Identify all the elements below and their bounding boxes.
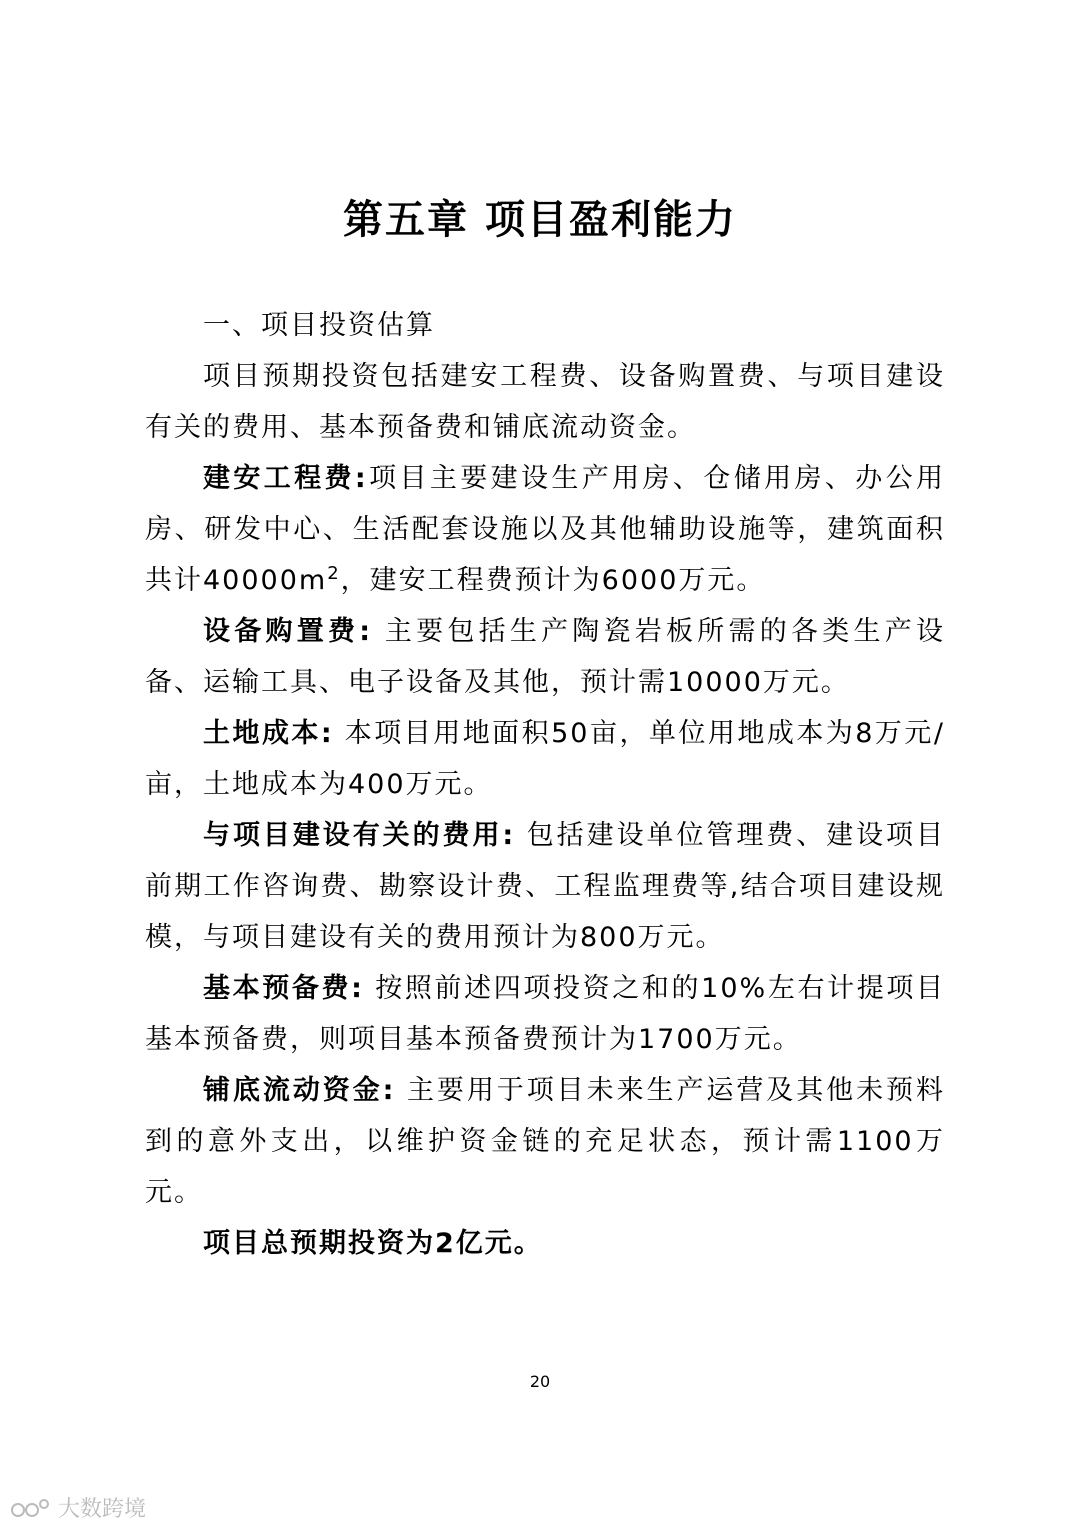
paragraph-equipment-cost bbox=[145, 606, 945, 708]
paragraph-text: 本项目用地面积50亩，单位用地成本为8万元/亩，土地成本为400万元。 bbox=[145, 718, 945, 800]
paragraph-related-fees bbox=[145, 810, 945, 963]
watermark bbox=[10, 1492, 146, 1523]
page-number: 20 bbox=[529, 1372, 551, 1391]
term-label: 建安工程费: bbox=[203, 463, 368, 494]
total-investment: 项目总预期投资为2亿元。 bbox=[203, 1228, 543, 1259]
chapter-title: 第五章 项目盈利能力 bbox=[343, 196, 737, 243]
term-label: 与项目建设有关的费用: bbox=[203, 820, 516, 851]
paragraph-text: 按照前述四项投资之和的10%左右计提项目基本预备费，则项目基本预备费预计为1700万元。 bbox=[145, 973, 945, 1055]
paragraph-text: 主要用于项目未来生产运营及其他未预料到的意外支出，以维护资金链的充足状态，预计需1100万元。 bbox=[145, 1075, 945, 1208]
paragraph-text: 主要包括生产陶瓷岩板所需的各类生产设备、运输工具、电子设备及其他，预计需10000万元。 bbox=[145, 616, 945, 698]
paragraph-working-capital bbox=[145, 1065, 945, 1218]
section-heading: 一、项目投资估算 bbox=[203, 310, 435, 341]
paragraph-text: 包括建设单位管理费、建设项目前期工作咨询费、勘察设计费、工程监理费等,结合项目建设规模，与项目建设有关的费用预计为800万元。 bbox=[145, 820, 945, 953]
paragraph-construction-cost bbox=[145, 453, 945, 606]
term-label: 铺底流动资金: bbox=[203, 1075, 396, 1106]
term-label: 设备购置费: bbox=[203, 616, 373, 647]
logo-icon bbox=[10, 1496, 54, 1520]
term-label: 基本预备费: bbox=[203, 973, 364, 1004]
paragraph-text: ，建安工程费预计为6000万元。 bbox=[340, 565, 766, 596]
paragraph-text: 项目主要建设生产用房、仓储用房、办公用房、研发中心、生活配套设施以及其他辅助设施等，建筑面积共计40000m bbox=[145, 463, 945, 596]
term-label: 土地成本: bbox=[203, 718, 334, 749]
paragraph-reserve-fee bbox=[145, 963, 945, 1065]
watermark-text: 大数跨境 bbox=[58, 1497, 147, 1522]
superscript: 2 bbox=[327, 563, 341, 584]
paragraph-land-cost bbox=[145, 708, 945, 810]
body-content bbox=[145, 300, 945, 1269]
intro-paragraph: 项目预期投资包括建安工程费、设备购置费、与项目建设有关的费用、基本预备费和铺底流动资金。 bbox=[145, 361, 945, 443]
